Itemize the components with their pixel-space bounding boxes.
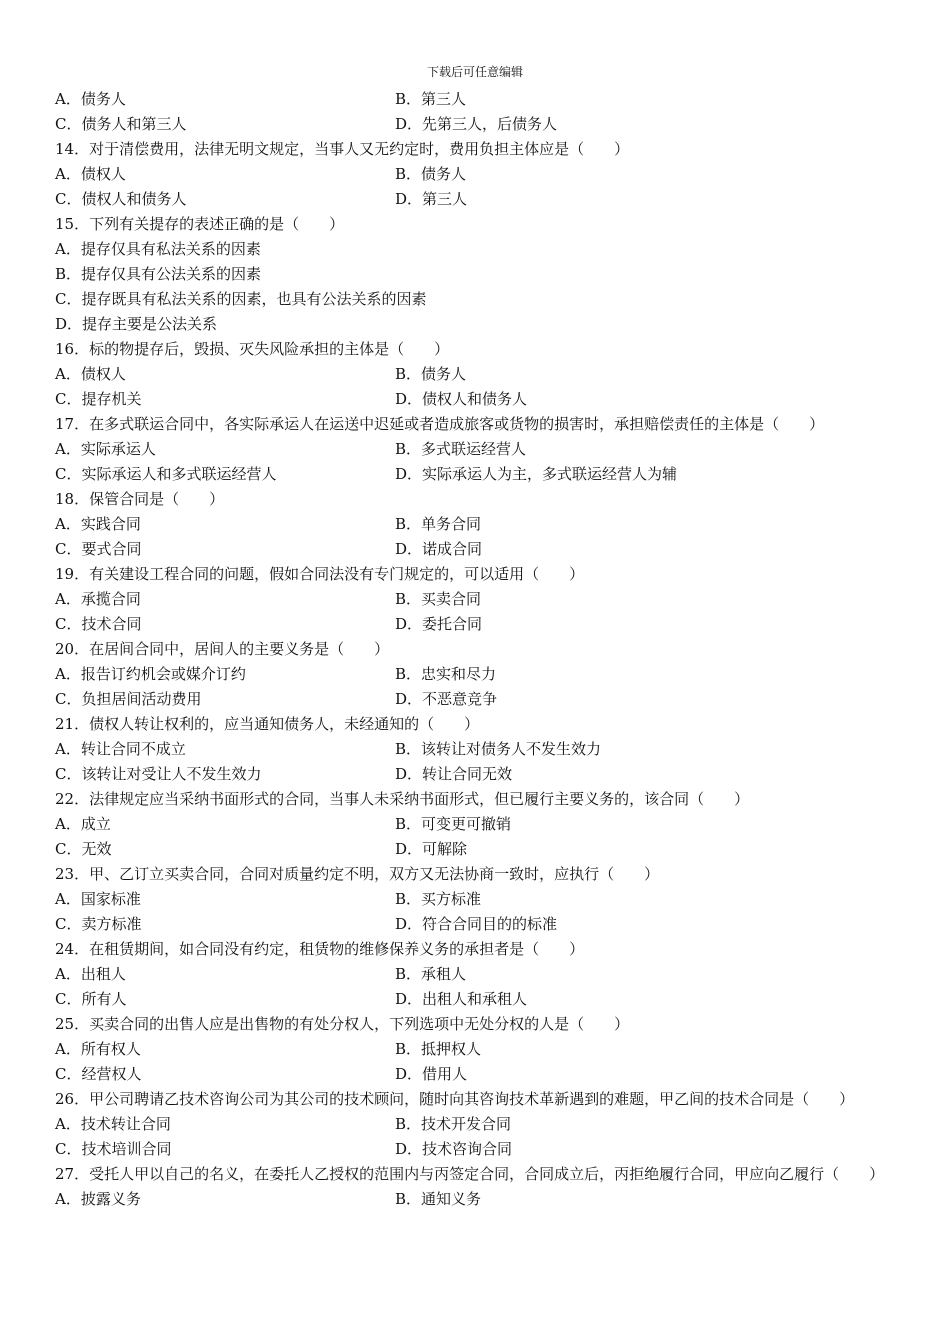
option-b: B．债务人 — [395, 165, 467, 183]
option-c: C．技术培训合同 — [55, 1140, 172, 1158]
option-b: B．多式联运经营人 — [395, 440, 527, 458]
question-20: 20．在居间合同中，居间人的主要义务是（ ） — [55, 640, 390, 658]
option-c: C．负担居间活动费用 — [55, 690, 202, 708]
option-b: B．可变更可撤销 — [395, 815, 512, 833]
option-row — [55, 437, 900, 462]
option-a: A．债权人 — [55, 365, 126, 383]
option-a: A．技术转让合同 — [55, 1115, 171, 1133]
option-row — [55, 362, 900, 387]
option-c: C．经营权人 — [55, 1065, 142, 1083]
option-row — [55, 112, 900, 137]
option-row — [55, 387, 900, 412]
question-21: 21．债权人转让权利的，应当通知债务人，未经通知的（ ） — [55, 715, 480, 733]
option-d: D．实际承运人为主，多式联运经营人为辅 — [395, 465, 678, 483]
question-16: 16．标的物提存后，毁损、灭失风险承担的主体是（ ） — [55, 340, 450, 358]
option-row — [55, 512, 900, 537]
option-c: C．提存机关 — [55, 390, 142, 408]
option-c: C．债务人和第三人 — [55, 115, 187, 133]
option-row — [55, 1112, 900, 1137]
option-d: D．出租人和承租人 — [395, 990, 528, 1008]
option-c: C．该转让对受让人不发生效力 — [55, 765, 262, 783]
option-a: A．承揽合同 — [55, 590, 141, 608]
option-d: D．先第三人，后债务人 — [395, 115, 558, 133]
question-list — [55, 87, 900, 1212]
option-d: D．债权人和债务人 — [395, 390, 528, 408]
option-row — [55, 612, 900, 637]
option-b: B．通知义务 — [395, 1190, 482, 1208]
question-26: 26．甲公司聘请乙技术咨询公司为其公司的技术顾问，随时向其咨询技术革新遇到的难题，甲乙间的技术合同是（ ） — [55, 1090, 855, 1108]
option-row — [55, 1037, 900, 1062]
option-a: A．国家标准 — [55, 890, 141, 908]
option-a: A．所有权人 — [55, 1040, 141, 1058]
option-b: B．债务人 — [395, 365, 467, 383]
option-b: B．技术开发合同 — [395, 1115, 512, 1133]
question-24: 24．在租赁期间，如合同没有约定，租赁物的维修保养义务的承担者是（ ） — [55, 940, 585, 958]
option-row — [55, 737, 900, 762]
option-row — [55, 887, 900, 912]
option-row — [55, 1137, 900, 1162]
option-d: D．借用人 — [395, 1065, 468, 1083]
question-18: 18．保管合同是（ ） — [55, 490, 225, 508]
question-23: 23．甲、乙订立买卖合同，合同对质量约定不明，双方又无法协商一致时，应执行（ ） — [55, 865, 660, 883]
option-c: C．实际承运人和多式联运经营人 — [55, 465, 277, 483]
option-b: B．买卖合同 — [395, 590, 482, 608]
option-a: A．债权人 — [55, 165, 126, 183]
option-row — [55, 87, 900, 112]
option-d: D．技术咨询合同 — [395, 1140, 513, 1158]
option-d: D．符合合同目的的标准 — [395, 915, 558, 933]
option-d: D．提存主要是公法关系 — [55, 315, 218, 333]
option-c: C．提存既具有私法关系的因素，也具有公法关系的因素 — [55, 290, 427, 308]
option-c: C．卖方标准 — [55, 915, 142, 933]
option-a: A．成立 — [55, 815, 111, 833]
option-b: B．提存仅具有公法关系的因素 — [55, 265, 262, 283]
question-15: 15．下列有关提存的表述正确的是（ ） — [55, 215, 345, 233]
option-c: C．要式合同 — [55, 540, 142, 558]
option-row — [55, 912, 900, 937]
question-22: 22．法律规定应当采纳书面形式的合同，当事人未采纳书面形式，但已履行主要义务的，该合同（ ） — [55, 790, 750, 808]
option-d: D．诺成合同 — [395, 540, 483, 558]
option-b: B．买方标准 — [395, 890, 482, 908]
option-row — [55, 1062, 900, 1087]
option-row — [55, 987, 900, 1012]
option-b: B．单务合同 — [395, 515, 482, 533]
option-a: A．出租人 — [55, 965, 126, 983]
option-d: D．委托合同 — [395, 615, 483, 633]
option-a: A．转让合同不成立 — [55, 740, 186, 758]
page-header: 下载后可任意编辑 — [426, 65, 523, 79]
option-row — [55, 837, 900, 862]
option-a: A．债务人 — [55, 90, 126, 108]
option-d: D．不恶意竞争 — [395, 690, 498, 708]
option-a: A．提存仅具有私法关系的因素 — [55, 240, 261, 258]
question-19: 19．有关建设工程合同的问题，假如合同法没有专门规定的，可以适用（ ） — [55, 565, 585, 583]
option-d: D．转让合同无效 — [395, 765, 513, 783]
option-a: A．实践合同 — [55, 515, 141, 533]
option-b: B．该转让对债务人不发生效力 — [395, 740, 602, 758]
question-14: 14．对于清偿费用，法律无明文规定，当事人又无约定时，费用负担主体应是（ ） — [55, 140, 630, 158]
option-c: C．无效 — [55, 840, 112, 858]
option-row — [55, 187, 900, 212]
option-row — [55, 587, 900, 612]
question-25: 25．买卖合同的出售人应是出售物的有处分权人，下列选项中无处分权的人是（ ） — [55, 1015, 630, 1033]
option-row — [55, 462, 900, 487]
option-row — [55, 537, 900, 562]
option-b: B．第三人 — [395, 90, 467, 108]
option-a: A．披露义务 — [55, 1190, 141, 1208]
option-b: B．忠实和尽力 — [395, 665, 497, 683]
option-a: A．报告订约机会或媒介订约 — [55, 665, 246, 683]
option-row — [55, 1187, 900, 1212]
option-row — [55, 662, 900, 687]
question-17: 17．在多式联运合同中，各实际承运人在运送中迟延或者造成旅客或货物的损害时，承担赔偿责任的主体是（ ） — [55, 415, 825, 433]
option-b: B．承租人 — [395, 965, 467, 983]
option-c: C．技术合同 — [55, 615, 142, 633]
option-row — [55, 962, 900, 987]
option-row — [55, 687, 900, 712]
option-c: C．所有人 — [55, 990, 127, 1008]
option-row — [55, 162, 900, 187]
question-27: 27．受托人甲以自己的名义，在委托人乙授权的范围内与丙签定合同，合同成立后，丙拒绝履行合同，甲应向乙履行（ ） — [55, 1165, 885, 1183]
option-d: D．可解除 — [395, 840, 468, 858]
option-b: B．抵押权人 — [395, 1040, 482, 1058]
option-c: C．债权人和债务人 — [55, 190, 187, 208]
option-d: D．第三人 — [395, 190, 468, 208]
option-row — [55, 812, 900, 837]
option-row — [55, 762, 900, 787]
option-a: A．实际承运人 — [55, 440, 156, 458]
